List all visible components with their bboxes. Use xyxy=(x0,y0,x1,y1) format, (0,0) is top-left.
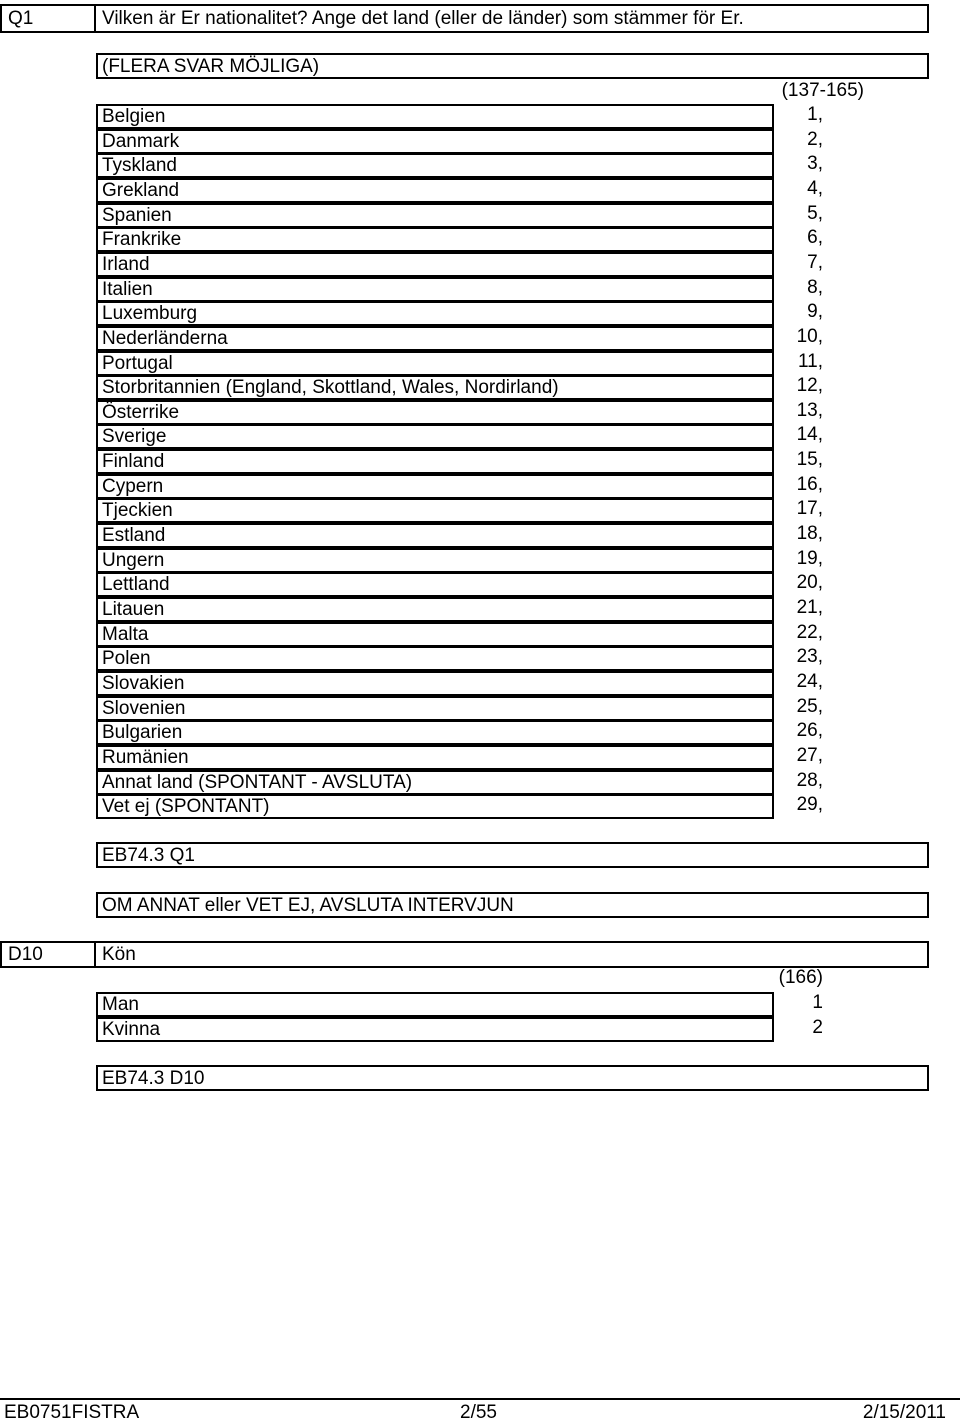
q1-option-code: 11, xyxy=(797,350,823,372)
q1-option-row xyxy=(96,301,774,326)
q1-option-label: Malta xyxy=(102,623,149,645)
q1-option-code: 26, xyxy=(796,720,823,742)
q1-option-label: Italien xyxy=(102,278,153,300)
q1-option-code: 18, xyxy=(796,523,823,545)
q1-option-code: 17, xyxy=(796,498,823,520)
q1-option-row xyxy=(96,474,774,499)
q1-option-code: 22, xyxy=(796,621,823,643)
q1-option-row xyxy=(96,178,774,203)
q1-option-code: 27, xyxy=(796,744,823,766)
d10-option-row xyxy=(96,992,774,1017)
d10-question-text: Kön xyxy=(102,944,136,965)
footer-doc-id: EB0751FISTRA xyxy=(4,1402,140,1423)
q1-option-code: 4, xyxy=(807,177,823,199)
q1-option-row xyxy=(96,375,774,400)
q1-option-row xyxy=(96,252,774,277)
q1-option-row xyxy=(96,745,774,770)
q1-option-row xyxy=(96,523,774,548)
q1-option-row xyxy=(96,129,774,154)
q1-option-code: 28, xyxy=(796,769,823,791)
q1-routing-note: OM ANNAT eller VET EJ, AVSLUTA INTERVJUN xyxy=(102,895,514,916)
d10-option-row xyxy=(96,1017,774,1042)
d10-id: D10 xyxy=(8,944,43,965)
q1-option-code: 12, xyxy=(796,375,823,397)
q1-option-row xyxy=(96,572,774,597)
q1-option-code: 23, xyxy=(796,646,823,668)
d10-option-code: 2 xyxy=(812,1016,823,1038)
q1-routing-note-cell xyxy=(96,892,929,918)
q1-option-label: Portugal xyxy=(102,352,173,374)
q1-option-label: Österrike xyxy=(102,401,180,423)
q1-option-code: 8, xyxy=(807,276,823,298)
q1-option-label: Nederländerna xyxy=(102,327,228,349)
d10-range: (166) xyxy=(778,967,823,988)
q1-option-row xyxy=(96,671,774,696)
q1-option-label: Finland xyxy=(102,451,165,473)
footer-rule xyxy=(0,1398,960,1400)
q1-option-label: Ungern xyxy=(102,549,165,571)
q1-option-label: Litauen xyxy=(102,599,165,620)
q1-option-label: Frankrike xyxy=(102,229,182,251)
q1-option-label: Lettland xyxy=(102,574,170,596)
q1-option-label: Grekland xyxy=(102,179,180,201)
q1-option-row xyxy=(96,203,774,228)
q1-option-code: 19, xyxy=(796,547,823,569)
d10-question-cell xyxy=(94,941,929,968)
d10-source-ref-cell xyxy=(96,1065,929,1091)
q1-id: Q1 xyxy=(8,8,34,29)
q1-option-code: 16, xyxy=(796,473,823,495)
q1-option-row xyxy=(96,326,774,351)
q1-option-label: Vet ej (SPONTANT) xyxy=(102,796,270,818)
q1-option-label: Danmark xyxy=(102,130,180,152)
q1-option-label: Irland xyxy=(102,253,150,275)
q1-option-code: 21, xyxy=(796,597,823,618)
q1-option-code: 6, xyxy=(807,227,823,249)
d10-option-label: Kvinna xyxy=(102,1018,161,1040)
q1-option-row xyxy=(96,400,774,425)
q1-option-label: Estland xyxy=(102,525,166,547)
q1-question-text: Vilken är Er nationalitet? Ange det land (eller de länder) som stämmer för Er. xyxy=(102,8,744,29)
q1-id-cell xyxy=(0,4,96,33)
q1-option-row xyxy=(96,794,774,819)
q1-option-code: 29, xyxy=(796,794,823,816)
q1-option-row xyxy=(96,498,774,523)
q1-option-code: 7, xyxy=(807,251,823,273)
q1-source-ref-cell xyxy=(96,842,929,868)
q1-option-row xyxy=(96,424,774,449)
q1-option-label: Bulgarien xyxy=(102,722,183,744)
q1-option-row xyxy=(96,720,774,745)
q1-option-row xyxy=(96,227,774,252)
q1-option-row xyxy=(96,646,774,671)
q1-option-row xyxy=(96,770,774,795)
q1-option-code: 1, xyxy=(807,104,823,125)
d10-option-code: 1 xyxy=(812,992,823,1013)
q1-option-code: 10, xyxy=(796,325,823,347)
q1-option-label: Polen xyxy=(102,648,151,670)
q1-option-label: Slovenien xyxy=(102,697,186,719)
q1-option-label: Rumänien xyxy=(102,746,189,768)
q1-option-label: Storbritannien (England, Skottland, Wales, Nordirland) xyxy=(102,377,559,399)
q1-option-row xyxy=(96,548,774,573)
d10-source-ref: EB74.3 D10 xyxy=(102,1068,205,1089)
q1-option-label: Luxemburg xyxy=(102,303,198,325)
d10-option-label: Man xyxy=(102,994,139,1015)
q1-option-label: Cypern xyxy=(102,475,164,497)
q1-option-label: Sverige xyxy=(102,426,167,448)
q1-option-label: Tyskland xyxy=(102,155,177,177)
q1-source-ref: EB74.3 Q1 xyxy=(102,845,195,866)
q1-option-code: 25, xyxy=(796,695,823,717)
q1-option-row xyxy=(96,449,774,474)
q1-option-code: 24, xyxy=(796,670,823,692)
q1-option-row xyxy=(96,597,774,622)
q1-option-code: 5, xyxy=(807,202,823,224)
footer-page-number: 2/55 xyxy=(460,1402,497,1423)
q1-option-code: 13, xyxy=(796,399,823,421)
d10-id-cell xyxy=(0,941,96,968)
q1-option-code: 20, xyxy=(796,572,823,594)
q1-option-row xyxy=(96,153,774,178)
q1-option-code: 15, xyxy=(796,449,823,471)
q1-option-row xyxy=(96,104,774,129)
q1-option-code: 3, xyxy=(807,153,823,175)
q1-option-row xyxy=(96,622,774,647)
q1-option-row xyxy=(96,277,774,302)
q1-option-code: 9, xyxy=(807,301,823,323)
q1-option-label: Spanien xyxy=(102,204,172,226)
footer-date: 2/15/2011 xyxy=(862,1402,946,1423)
q1-option-code: 2, xyxy=(807,128,823,150)
q1-option-label: Annat land (SPONTANT - AVSLUTA) xyxy=(102,771,413,793)
q1-instruction-cell xyxy=(96,53,929,79)
q1-option-code: 14, xyxy=(796,424,823,446)
q1-option-label: Slovakien xyxy=(102,672,185,694)
q1-instruction: (FLERA SVAR MÖJLIGA) xyxy=(102,56,320,77)
q1-option-label: Belgien xyxy=(102,106,166,127)
q1-question-cell xyxy=(94,4,929,33)
q1-option-row xyxy=(96,351,774,376)
q1-range: (137-165) xyxy=(781,80,864,101)
q1-option-label: Tjeckien xyxy=(102,500,173,522)
q1-option-row xyxy=(96,696,774,721)
